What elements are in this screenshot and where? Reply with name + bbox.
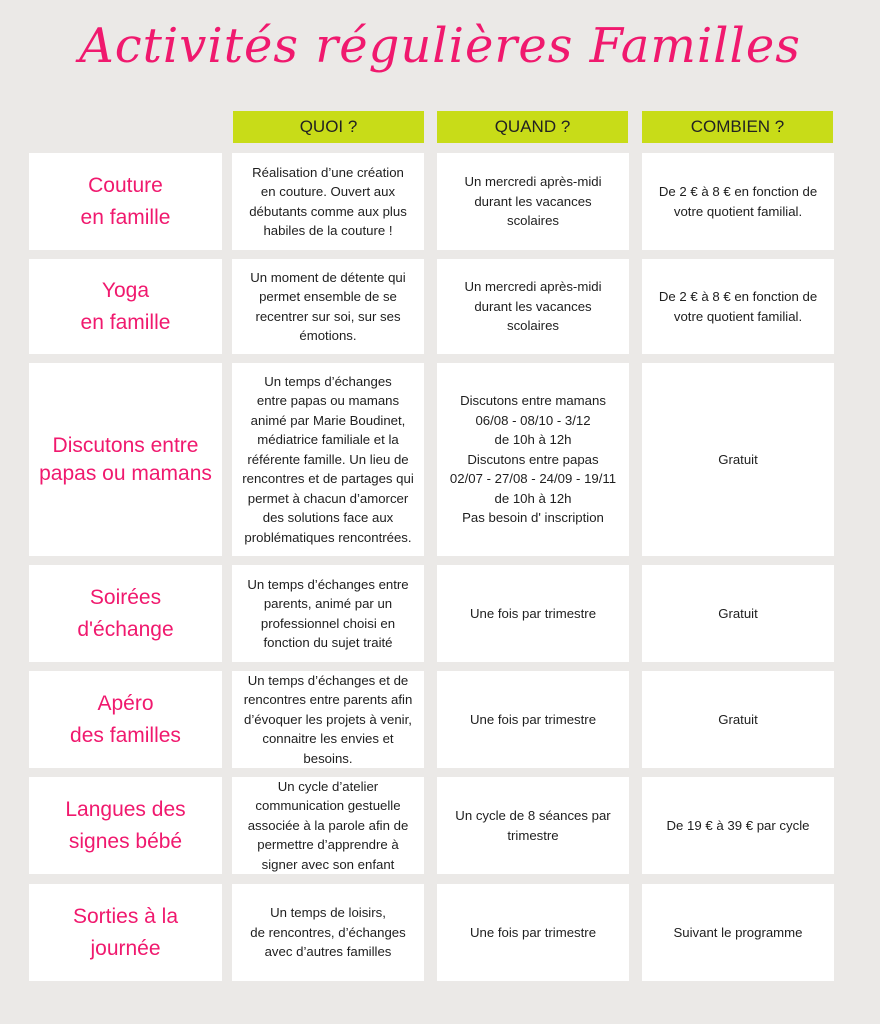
combien-text: Suivant le programme [673, 924, 803, 940]
row-label-cell [29, 884, 222, 981]
activity-label: Sorties à la journée [72, 904, 179, 960]
quand-cell [437, 565, 629, 662]
row-label-cell [29, 671, 222, 768]
row-label-cell [29, 363, 222, 556]
quand-cell [437, 777, 629, 874]
quoi-cell [232, 671, 424, 768]
quand-text: Un mercredi après-midi durant les vacances scolaires [464, 174, 602, 229]
activity-label: Apéro des familles [70, 691, 181, 747]
row-label-cell [29, 565, 222, 662]
combien-cell [642, 565, 834, 662]
row-label-cell [29, 259, 222, 354]
combien-cell [642, 259, 834, 354]
quoi-cell [232, 153, 424, 250]
activity-label: Yoga en famille [80, 278, 171, 334]
header-quoi: QUOI ? [233, 111, 424, 143]
quoi-text: Un moment de détente qui permet ensemble de se recentrer sur soi, sur ses émotions. [250, 269, 406, 343]
combien-text: Gratuit [718, 451, 758, 467]
quand-cell [437, 363, 629, 556]
quand-cell [437, 884, 629, 981]
quoi-cell [232, 884, 424, 981]
combien-cell [642, 777, 834, 874]
combien-cell [642, 363, 834, 556]
header-combien: COMBIEN ? [642, 111, 833, 143]
activity-label: Langues des signes bébé [65, 797, 186, 853]
quoi-text: Réalisation d’une création en couture. Ouvert aux débutants comme aux plus habiles de la couture ! [249, 164, 407, 238]
quand-cell [437, 153, 629, 250]
page-title: Activités régulières Familles [79, 18, 801, 74]
quoi-cell [232, 259, 424, 354]
quoi-text: Un temps d’échanges et de rencontres entre parents afin d’évoquer les projets à venir, connaitre les envies et besoins. [243, 672, 413, 766]
combien-text: De 2 € à 8 € en fonction de votre quotient familial. [658, 184, 818, 219]
quand-text: Une fois par trimestre [469, 711, 597, 727]
combien-text: De 2 € à 8 € en fonction de votre quotient familial. [658, 289, 818, 324]
header-quand: QUAND ? [437, 111, 628, 143]
row-label-cell [29, 153, 222, 250]
quand-cell [437, 259, 629, 354]
quoi-text: Un temps d’échanges entre papas ou mamans animé par Marie Boudinet, médiatrice familiale et la référente famille. Un lieu de rencontres et de partages qui permet à chacun d’amorcer des solutions face aux problématiques rencontrées. [242, 373, 414, 545]
combien-text: Gratuit [718, 605, 758, 621]
quoi-cell [232, 777, 424, 874]
combien-cell [642, 884, 834, 981]
quoi-text: Un temps de loisirs, de rencontres, d’échanges avec d’autres familles [250, 905, 406, 960]
quoi-cell [232, 565, 424, 662]
quoi-cell [232, 363, 424, 556]
row-label-cell [29, 777, 222, 874]
quand-text: Une fois par trimestre [469, 924, 597, 940]
quand-cell [437, 671, 629, 768]
activity-label: Discutons entre papas ou mamans [39, 433, 212, 485]
quand-text: Un mercredi après-midi durant les vacances scolaires [464, 279, 602, 334]
quoi-text: Un temps d’échanges entre parents, animé par un professionnel choisi en fonction du sujet traité [247, 576, 409, 650]
quand-text: Un cycle de 8 séances par trimestre [455, 808, 611, 843]
quoi-text: Un cycle d’atelier communication gestuelle associée à la parole afin de permettre d’apprendre à signer avec son enfant [247, 778, 409, 872]
combien-cell [642, 153, 834, 250]
activity-label: Couture en famille [80, 173, 171, 229]
combien-text: De 19 € à 39 € par cycle [666, 817, 810, 833]
combien-text: Gratuit [718, 711, 758, 727]
quand-text: Une fois par trimestre [469, 605, 597, 621]
combien-cell [642, 671, 834, 768]
quand-text: Discutons entre mamans 06/08 - 08/10 - 3/12 de 10h à 12h Discutons entre papas 02/07 - 27/08 - 24/09 - 19/11 de 10h à 12h Pas besoin d' inscription [449, 393, 617, 526]
activity-label: Soirées d'échange [77, 585, 174, 641]
